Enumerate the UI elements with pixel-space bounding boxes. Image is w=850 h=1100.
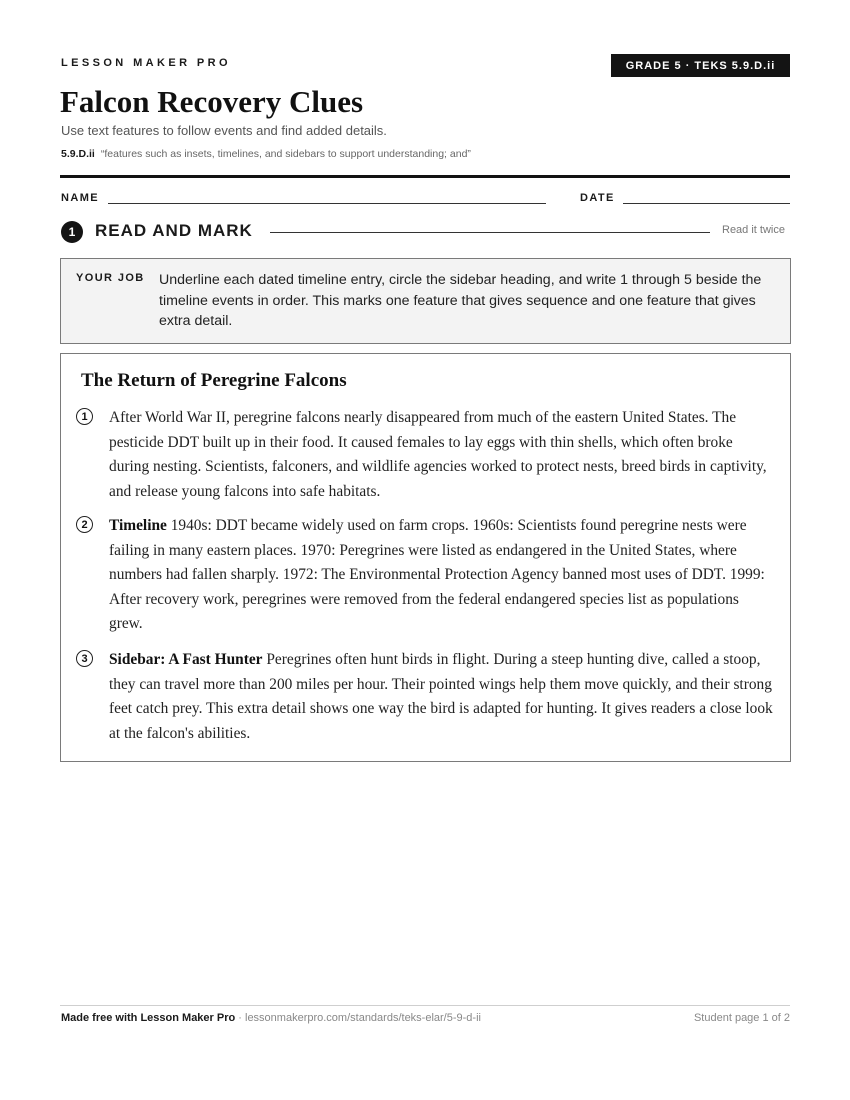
instructions-box <box>60 258 791 344</box>
standard-text: “features such as insets, timelines, and sidebars to support understanding; and” <box>100 148 471 160</box>
paragraph-number: 3 <box>76 650 93 667</box>
footer-made-by: Made free with Lesson Maker Pro <box>61 1012 236 1024</box>
reading-passage <box>60 353 791 762</box>
paragraph-body: 1940s: DDT became widely used on farm crops. 1960s: Scientists found peregrine nests were failing in many eastern places. 1970: Peregrines were listed as endangered in the United States, where numbers had fallen sharply. 1972: The Environmental Protection Agency banned most uses of DDT. 1999: After recovery work, peregrines were removed from the federal endangered species list as populations grew. <box>109 517 765 633</box>
paragraph-text <box>109 514 775 637</box>
paragraph-text <box>109 648 775 746</box>
timeline-heading: Timeline <box>109 517 167 534</box>
section-divider <box>270 232 710 233</box>
paragraph-number: 2 <box>76 516 93 533</box>
name-field[interactable] <box>108 203 546 204</box>
page-title: Falcon Recovery Clues <box>60 84 364 119</box>
date-label: DATE <box>580 192 615 204</box>
brand-name: LESSON MAKER PRO <box>61 57 231 69</box>
footer-page-number: Student page 1 of 2 <box>693 1012 790 1024</box>
footer-divider <box>60 1005 790 1006</box>
footer-url[interactable]: · lessonmakerpro.com/standards/teks-elar/5-9-d-ii <box>235 1012 481 1024</box>
sidebar-heading: Sidebar: A Fast Hunter <box>109 651 263 668</box>
name-label: NAME <box>61 192 99 204</box>
standard-code: 5.9.D.ii <box>61 148 95 160</box>
paragraph-text <box>109 406 775 504</box>
grade-badge: GRADE 5 · TEKS 5.9.D.ii <box>611 54 790 77</box>
standard-line <box>61 148 471 160</box>
paragraph-number: 1 <box>76 408 93 425</box>
passage-title: The Return of Peregrine Falcons <box>81 370 347 391</box>
footer-credit <box>61 1012 481 1024</box>
section-title: READ AND MARK <box>95 221 253 240</box>
instructions-text: Underline each dated timeline entry, circle the sidebar heading, and write 1 through 5 beside the timeline events in order. This marks one feature that gives sequence and one feature that gives extra detail. <box>159 272 762 329</box>
header-divider <box>60 175 790 178</box>
page-subtitle: Use text features to follow events and find added details. <box>61 123 387 138</box>
paragraph-body: After World War II, peregrine falcons nearly disappeared from much of the eastern United States. The pesticide DDT built up in their food. It caused females to lay eggs with thin shells, which often broke during nesting. Scientists, falconers, and wildlife agencies worked to protect nests, breed birds in captivity, and release young falcons into safe habitats. <box>109 409 767 500</box>
paragraph-body: Peregrines often hunt birds in flight. During a steep hunting dive, called a stoop, they can travel more than 200 miles per hour. Their pointed wings help them move quickly, and their strong feet catch prey. This extra detail shows one way the bird is adapted for hunting. It gives readers a close look at the falcon's abilities. <box>109 651 773 742</box>
section-number-badge: 1 <box>61 221 83 243</box>
date-field[interactable] <box>623 203 790 204</box>
instructions-label: YOUR JOB <box>76 272 145 284</box>
section-note: Read it twice <box>722 224 785 236</box>
